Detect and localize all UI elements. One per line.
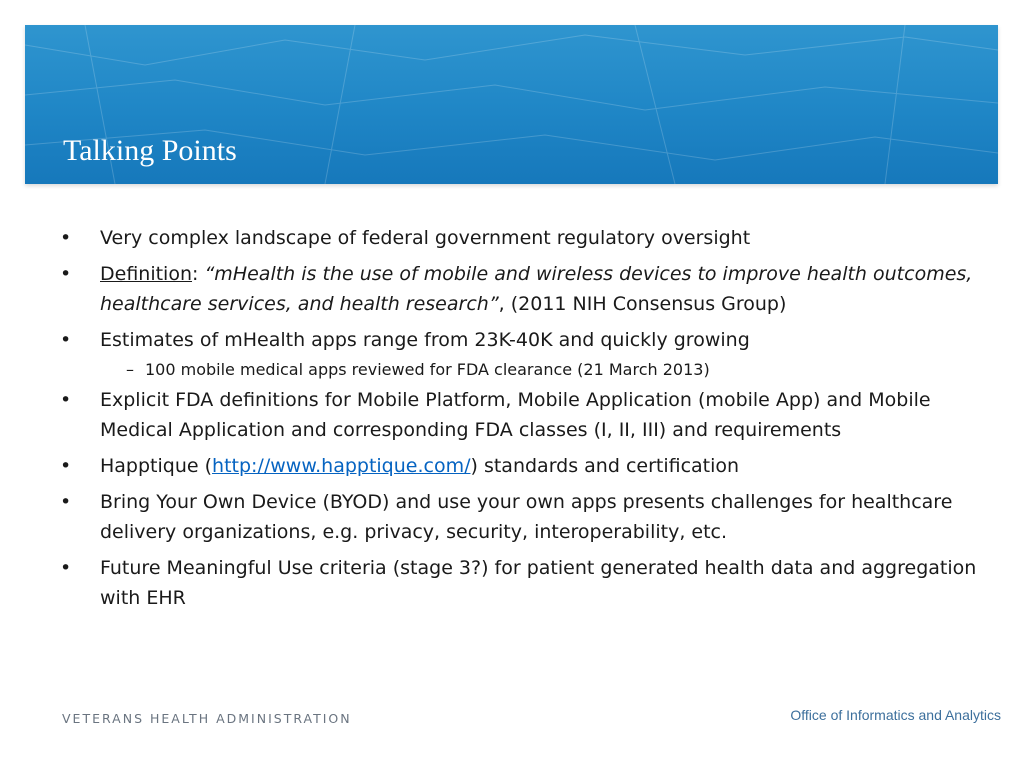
happtique-suffix: ) standards and certification — [470, 455, 740, 477]
sub-bullet-item — [60, 357, 980, 383]
bullet-item — [60, 487, 980, 547]
bullet-text: Future Meaningful Use criteria (stage 3?) for patient generated health data and aggregation with EHR — [100, 557, 977, 609]
bullet-item — [60, 325, 980, 355]
bullet-glyph: • — [60, 227, 72, 249]
bullet-item-happtique — [60, 451, 980, 481]
bullet-list — [60, 223, 980, 619]
definition-label: Definition — [100, 263, 193, 285]
bullet-text: Explicit FDA definitions for Mobile Platform, Mobile Application (mobile App) and Mobile Medical Application and corresponding FDA classes (I, II, III) and requirements — [100, 389, 931, 441]
slide-title: Talking Points — [63, 134, 237, 167]
bullet-item — [60, 385, 980, 445]
bullet-glyph: • — [60, 455, 72, 477]
sub-bullet-glyph: – — [126, 360, 134, 379]
footer-office: Office of Informatics and Analytics — [790, 707, 1001, 723]
bullet-item — [60, 223, 980, 253]
sub-bullet-text: 100 mobile medical apps reviewed for FDA clearance (21 March 2013) — [145, 360, 710, 379]
title-banner — [25, 25, 998, 184]
bullet-text: Bring Your Own Device (BYOD) and use your own apps presents challenges for healthcare delivery organizations, e.g. privacy, security, interoperability, etc. — [100, 491, 953, 543]
bullet-glyph: • — [60, 491, 72, 513]
definition-separator: : — [192, 263, 205, 285]
bullet-item — [60, 553, 980, 613]
bullet-glyph: • — [60, 329, 72, 351]
bullet-text: Estimates of mHealth apps range from 23K-40K and quickly growing — [100, 329, 750, 351]
happtique-link[interactable]: http://www.happtique.com/ — [212, 455, 471, 477]
happtique-prefix: Happtique ( — [100, 455, 213, 477]
bullet-glyph: • — [60, 557, 72, 579]
bullet-item-definition — [60, 259, 980, 319]
definition-source: , (2011 NIH Consensus Group) — [498, 293, 787, 315]
definition-quote: “mHealth is the use of mobile and wireless devices to improve health outcomes, healthcare services, and health research” — [100, 263, 973, 315]
bullet-glyph: • — [60, 389, 72, 411]
footer-organization: VETERANS HEALTH ADMINISTRATION — [62, 711, 352, 726]
bullet-glyph: • — [60, 263, 72, 285]
bullet-text: Very complex landscape of federal government regulatory oversight — [100, 227, 751, 249]
